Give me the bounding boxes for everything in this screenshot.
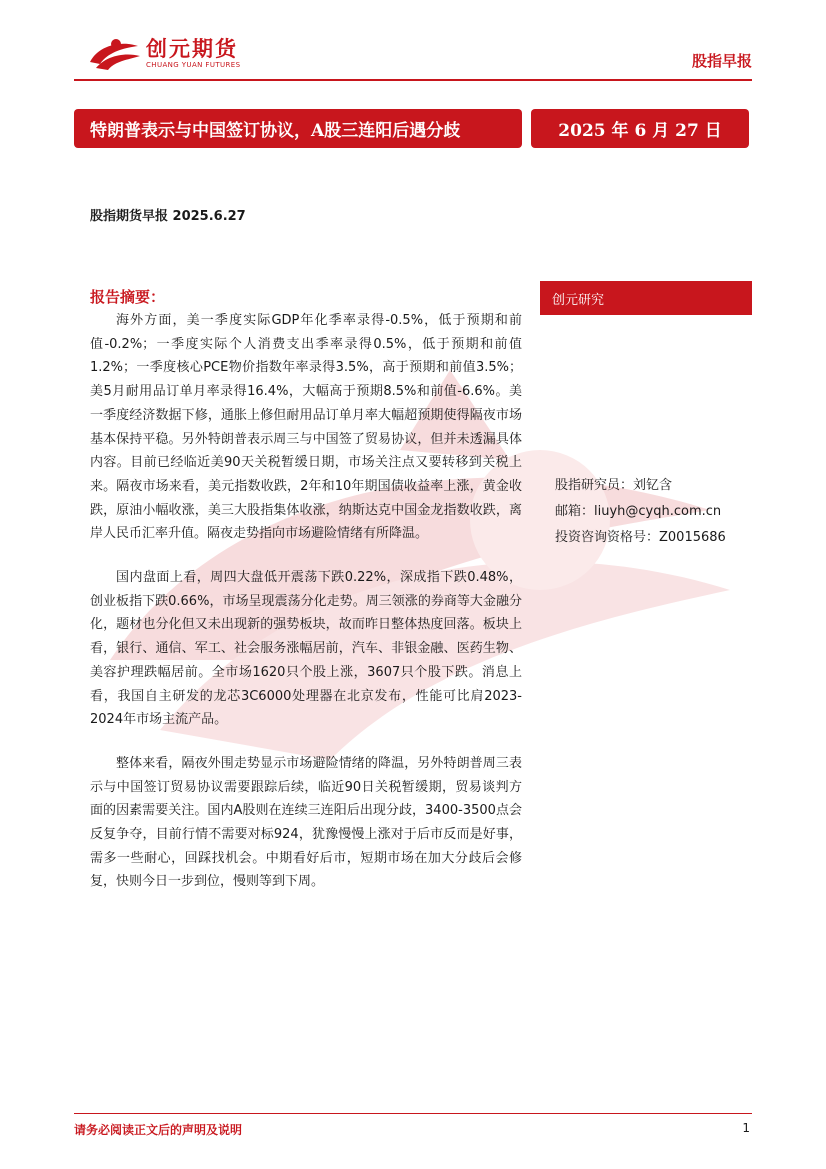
report-date: 2025 年 6 月 27 日 xyxy=(531,109,749,148)
header-divider xyxy=(74,79,752,81)
summary-body xyxy=(90,309,522,914)
logo-english-name: CHUANG YUAN FUTURES xyxy=(146,60,241,69)
footer-divider xyxy=(74,1113,752,1114)
logo-mark-icon xyxy=(86,34,142,72)
summary-paragraph: 整体来看，隔夜外围走势显示市场避险情绪的降温，另外特朗普周三表示与中国签订贸易协议需要跟踪后续，临近90日关税暂缓期，贸易谈判方面的因素需要关注。国内A股则在连续三连阳后出现分歧，3400-3500点会反复争夺，目前行情不需要对标924，犹豫慢慢上涨对于后市反而是好事，需多一些耐心，回踩找机会。中期看好后市，短期市场在加大分歧后会修复，快则今日一步到位，慢则等到下周。 xyxy=(90,755,522,890)
logo-chinese-name: 创元期货 xyxy=(146,36,238,61)
report-subtitle: 股指期货早报 2025.6.27 xyxy=(90,209,246,224)
disclaimer-note: 请务必阅读正文后的声明及说明 xyxy=(74,1123,243,1137)
analyst-info xyxy=(555,473,726,551)
analyst-name: 股指研究员：刘钇含 xyxy=(555,478,673,493)
page-number: 1 xyxy=(742,1121,750,1135)
analyst-email: 邮箱：liuyh@cyqh.com.cn xyxy=(555,504,722,519)
summary-paragraph: 国内盘面上看，周四大盘低开震荡下跌0.22%，深成指下跌0.48%，创业板指下跌0.66%，市场呈现震荡分化走势。周三领涨的券商等大金融分化，题材也分化但又未出现新的强势板块，故而昨日整体热度回落。板块上看，银行、通信、军工、社会服务涨幅居前，汽车、非银金融、医药生物、美容护理跌幅居前。全市场1620只个股上涨，3607只个股下跌。消息上看，我国自主研发的龙芯3C6000处理器在北京发布，性能可比肩2023-2024年市场主流产品。 xyxy=(90,570,522,728)
analyst-license: 投资咨询资格号：Z0015686 xyxy=(555,530,726,545)
sidebar-header: 创元研究 xyxy=(540,281,752,315)
report-title: 特朗普表示与中国签订协议，A股三连阳后遇分歧 xyxy=(74,109,522,148)
summary-paragraph: 海外方面，美一季度实际GDP年化季率录得-0.5%，低于预期和前值-0.2%；一季度实际个人消费支出季率录得0.5%，低于预期和前值1.2%；一季度核心PCE物价指数年率录得3.5%，高于预期和前值3.5%；美5月耐用品订单月率录得16.4%，大幅高于预期8.5%和前值-6.6%。美一季度经济数据下修，通胀上修但耐用品订单月率大幅超预期使得隔夜市场基本保持平稳。另外特朗普表示周三与中国签了贸易协议，但并未透漏具体内容。目前已经临近美90天关税暂缓日期，市场关注点又要转移到关税上来。隔夜市场来看，美元指数收跌，2年和10年期国债收益率上涨，黄金收跌，原油小幅收涨，美三大股指集体收涨，纳斯达克中国金龙指数收跌，离岸人民币汇率升值。隔夜走势指向市场避险情绪有所降温。 xyxy=(90,313,522,542)
summary-title: 报告摘要： xyxy=(90,288,166,306)
company-logo xyxy=(86,34,240,72)
report-type: 股指早报 xyxy=(691,52,752,70)
